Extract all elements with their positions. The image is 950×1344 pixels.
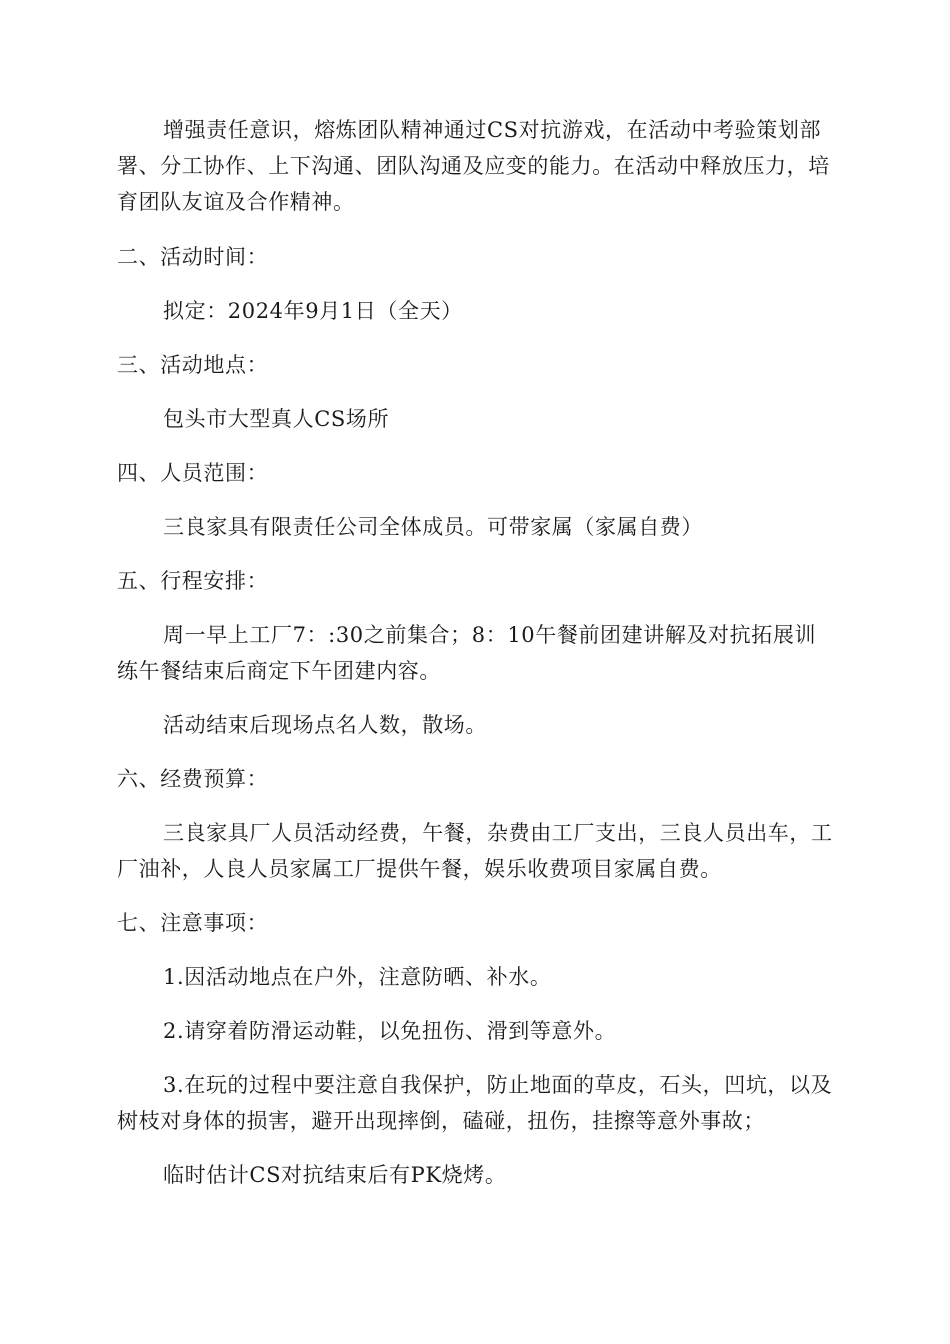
paragraph-date: 拟定：2024年9月1日（全天） (163, 299, 463, 323)
intro-paragraph: 增强责任意识，熔炼团队精神通过CS对抗游戏，在活动中考验策划部署、分工协作、上下沟通、团队沟通及应变的能力。在活动中释放压力，培育团队友谊及合作精神。 (117, 118, 830, 214)
note-item-bbq: 临时估计CS对抗结束后有PK烧烤。 (163, 1163, 507, 1187)
section-heading-budget: 六、经费预算： (117, 767, 269, 791)
section-heading-participants: 四、人员范围： (117, 461, 269, 485)
note-item-2: 2.请穿着防滑运动鞋，以免扭伤、滑到等意外。 (163, 1019, 617, 1043)
note-item-3: 3.在玩的过程中要注意自我保护，防止地面的草皮，石头，凹坑，以及树枝对身体的损害，避开出现摔倒，磕碰，扭伤，挂擦等意外事故； (117, 1073, 833, 1133)
paragraph-budget: 三良家具厂人员活动经费，午餐，杂费由工厂支出，三良人员出车，工厂油补，人良人员家属工厂提供午餐，娱乐收费项目家属自费。 (117, 821, 833, 881)
paragraph-location: 包头市大型真人CS场所 (163, 407, 390, 431)
section-heading-notes: 七、注意事项： (117, 911, 269, 935)
paragraph-participants: 三良家具有限责任公司全体成员。可带家属（家属自费） (163, 515, 703, 539)
document-body (117, 112, 837, 1193)
paragraph-schedule: 周一早上工厂7：:30之前集合；8：10午餐前团建讲解及对抗拓展训练午餐结束后商定下午团建内容。 (117, 623, 817, 683)
section-heading-schedule: 五、行程安排： (117, 569, 269, 593)
note-item-1: 1.因活动地点在户外，注意防晒、补水。 (163, 965, 552, 989)
section-heading-location: 三、活动地点： (117, 353, 269, 377)
section-heading-time: 二、活动时间： (117, 245, 269, 269)
paragraph-dismissal: 活动结束后现场点名人数，散场。 (163, 713, 487, 737)
